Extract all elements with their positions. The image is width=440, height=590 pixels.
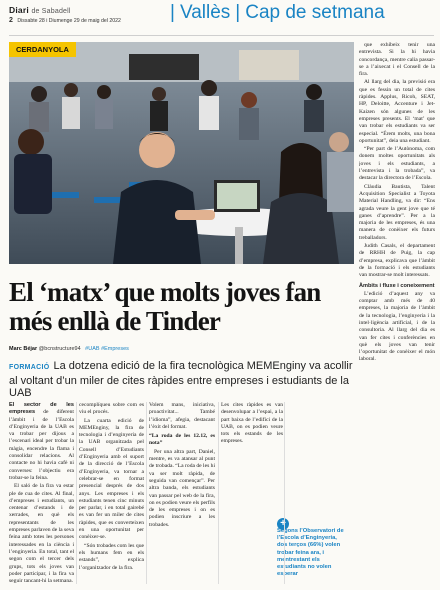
standfirst-text: La dotzena edició de la fira tecnològica MEMEnginy va acollir al voltant d’un miler de cites ràpides entre empreses i estudiants de la UAB — [9, 360, 353, 399]
article-kicker: FORMACIÓ — [9, 364, 50, 371]
body-column-2 — [79, 402, 144, 590]
sidebar-paragraph: Judith Casals, el departament de RRHH de Puig, la cap d’empresa, explicava que l’àmbit de la formació i els estudiants van mostrar-se molt interessats. — [359, 243, 435, 279]
lead-text: de diferent l’àmbit i de l’Escola d’Enginyeria de la UAB es va trobar per dijous a l’escenari ideal per trobar la màgia, encendre la flama i consolidar relacions. Al contacte no hi havia cafè ni converses: l’objectiu era trobar-se la feina. — [9, 409, 74, 481]
column-divider — [218, 402, 219, 584]
section-divider: | — [235, 2, 241, 23]
pull-quote: Segons l’Observatori de l’Escola d’Enginyeria, dos terços (66%) volen trobar feina ara, i mentrestant els estudiants no volen esperar — [277, 528, 344, 578]
sidebar-column — [359, 42, 435, 587]
article-headline: El ‘matx’ que molts joves fan més enllà de Tinder — [9, 277, 321, 336]
sidebar-paragraph: “Per part de l’Autònoma, com donem moltes oportunitats als joves i els estudiants, a l’entrevista i la trobada”, va destacar la directora de l’Escola. — [359, 146, 435, 182]
body-quote-heading: “La roda de les 12.12, es nota” — [149, 433, 215, 447]
body-column-3 — [149, 402, 215, 590]
section-name: Vallès — [179, 2, 231, 23]
column-divider — [146, 402, 147, 584]
subsection-name: Cap de setmana — [245, 2, 385, 23]
issue-date-line — [9, 17, 121, 24]
body-paragraph: Volem mans, iniciativa, proactivitat... També l’idioma”, afegia, destacant l’èxit del format. — [149, 402, 215, 430]
sidebar-paragraph: L’edició d’aquest any va comptar amb més de 40 empreses, la majoria de l’àmbit de la tecnologia, l’enginyeria i la intel·ligència artificial, i de la consultoria. Al llarg del dia es van fer cites i conferències en què els joves van tenir l’oportunitat de conèixer el món laboral. — [359, 290, 435, 363]
lead-bold: El sector de les empreses — [9, 402, 74, 416]
masthead-rule — [9, 35, 434, 36]
body-paragraph: El saló de la fira va estar ple de cua de cites. Al final, d’empreses i estudiants, un centenar d’estands i de xerrades, en què els representants de les empreses parlaven de la seva feina amb totes les persones interessades en la ciència i l’enginyeria. En total, tant el segon com el tercer dels grups, tots els joves van poder participar, i la fira va seguir tancant-hi la setmana. — [9, 483, 74, 585]
section-header — [165, 2, 385, 24]
body-column-4 — [221, 402, 283, 590]
masthead-brand-block — [9, 5, 121, 24]
photo-illustration — [9, 42, 354, 264]
issue-date: Dissabte 28 i Diumenge 29 de maig del 2022 — [17, 18, 121, 24]
sidebar-paragraph: que exhibeix tenir una entrevista. Si la hi havia concordança, mentre calia passar-se a l’aixecat i el Consell de la fira. — [359, 42, 435, 78]
article-standfirst — [9, 360, 354, 400]
location-tag: CERDANYOLA — [9, 42, 76, 57]
body-paragraph: Per una altra part, Daniel, mentre, es va atansar al punt de trobada. “La roda de les hi va ser molt ràpida, de seguida van començar”. Per altra banda, els estudiants van passar pel web de la fira, on es podien veure els perfils de les empreses i on es podien inscriure a les trobades. — [149, 448, 215, 528]
author-name: Marc Béjar — [9, 346, 38, 352]
article-hashtags: #UAB #Empreses — [85, 346, 129, 352]
sidebar-paragraph: Al llarg del dia, la previsió era que es fessin un total de cites ràpides. Applus, Ricoh, SEAT, HP, Deloitte, Accenture i Jet-Kaizen són algunes de les empreses presents. El ‘mat’ que van trobar els estudiants va ser especial. “Érem molts, una bona oportunitat”, deia una estudiant. — [359, 79, 435, 144]
body-paragraph: Les cites ràpides es van desenvolupar a l’espai, a la part baixa de l’edifici de la UAB, on es podien veure tots els estands de les empreses. — [221, 402, 283, 445]
author-handle: @bcnstructure94 — [38, 346, 81, 352]
lead-paragraph — [9, 402, 74, 482]
column-divider — [76, 402, 77, 584]
brand-name: Diari — [9, 5, 29, 15]
article-byline — [9, 346, 129, 352]
page-number: 2 — [9, 17, 13, 24]
plus-icon: + — [277, 518, 289, 530]
section-divider: | — [170, 2, 175, 23]
article-photo — [9, 42, 354, 264]
brand-subtitle: de Sabadell — [31, 8, 71, 15]
sidebar-subheading: Àmbits i fluxe i coneixement — [359, 282, 435, 289]
sidebar-paragraph: Clàudia Bautista, Talent Acquisition Specialist a Toyota Material Handling, va dir: “Ens agrada veure la gent jove que té ganes d’aprendre”. Per a la majoria de les empreses, és una manera de conèixer els futurs treballadors. — [359, 183, 435, 241]
body-paragraph: “Són trobades com les que els humans fem en els estands”, explica l’organitzador de la fira. — [79, 542, 144, 571]
masthead — [0, 0, 440, 38]
newspaper-brand — [9, 5, 121, 15]
body-paragraph: cecomplíqueu sobre com es viu el procés. — [79, 402, 144, 416]
column-divider — [284, 402, 285, 584]
body-column-1 — [9, 402, 74, 590]
body-paragraph: La cuarta edició de MEMEnginy, la fira de tecnologia i d’enginyeria de la UAB organitzada pel Consell d’Estudiants d’Enginyeria amb el suport de la direcció de l’Escola d’Enginyeria, va tornar a celebrar-se en format presencial després de dos anys. Les empreses i els estudiants tenen cinc minuts per parlar, i en total gairebé es van fer un miler de cites ràpides, que es converteixen en una oportunitat per conèixer-se. — [79, 417, 144, 541]
